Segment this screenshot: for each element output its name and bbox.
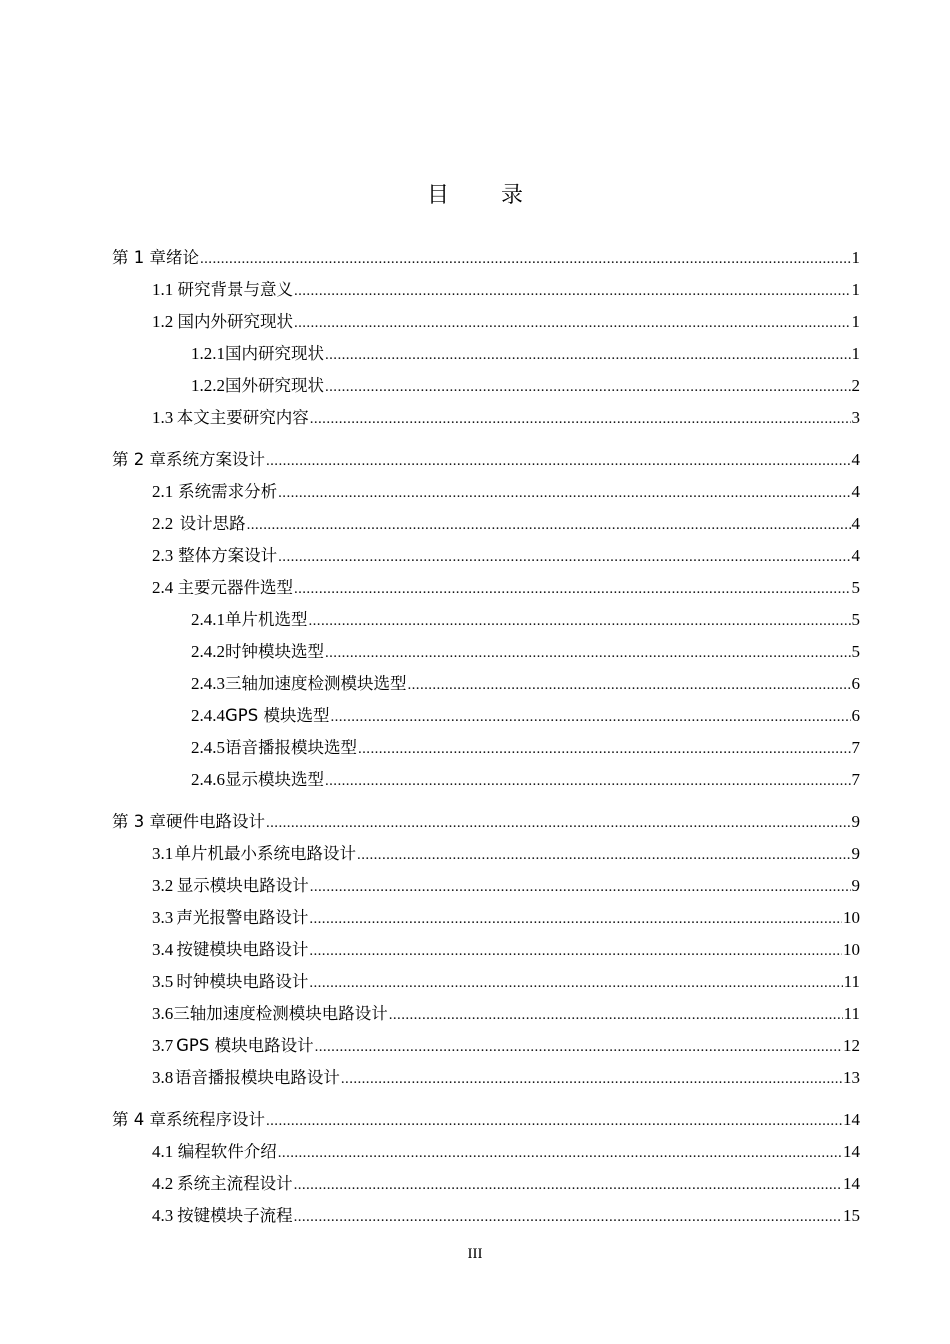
toc-entry-label: 研究背景与意义 <box>177 280 293 299</box>
page-title <box>0 178 950 209</box>
toc-entry-number: 2.1 <box>152 482 174 501</box>
toc-entry-label: 系统方案设计 <box>166 450 265 469</box>
toc-dot-leader <box>247 509 851 541</box>
toc-dot-leader <box>278 1137 842 1169</box>
toc-entry-label: 硬件电路设计 <box>166 812 265 831</box>
toc-entry-label: 语音播报模块电路设计 <box>174 1068 340 1087</box>
toc-entry-label: 国外研究现状 <box>225 376 324 395</box>
toc-entry-page: 7 <box>851 738 860 757</box>
toc-entry-page: 14 <box>843 1174 860 1193</box>
toc-entry-label: 国内研究现状 <box>225 344 324 363</box>
page-number: III <box>467 1246 483 1262</box>
toc-entry-label: 系统需求分析 <box>178 482 278 501</box>
title-char-left: 目 <box>426 183 449 208</box>
toc-entry-number: 4.1 <box>152 1142 174 1161</box>
toc-entry-label: 显示模块电路设计 <box>176 876 309 895</box>
toc-entry-label: 整体方案设计 <box>178 546 278 565</box>
toc-dot-leader <box>266 445 851 477</box>
toc-entry-number: 2.3 <box>152 546 174 565</box>
toc-dot-leader <box>358 733 851 765</box>
toc-entry-page: 12 <box>843 1036 860 1055</box>
toc-dot-leader <box>266 807 851 839</box>
toc-entry[interactable] <box>112 806 860 838</box>
toc-entry-number: 4.2 <box>152 1174 174 1193</box>
title-char-right: 录 <box>501 183 524 208</box>
toc-entry-number: 2.2 <box>152 514 174 533</box>
toc-entry[interactable] <box>112 1062 860 1094</box>
toc-entry-number: 1.2.2 <box>191 376 225 395</box>
toc-entry-label: 按键模块子流程 <box>177 1206 293 1225</box>
toc-entry[interactable] <box>112 1136 860 1168</box>
toc-entry-label: 主要元器件选型 <box>177 578 293 597</box>
toc-dot-leader <box>341 1063 842 1095</box>
toc-dot-leader <box>309 605 851 637</box>
toc-entry-label: 系统程序设计 <box>166 1110 265 1129</box>
table-of-contents <box>112 242 860 1232</box>
toc-entry-label: GPS 模块电路设计 <box>176 1036 314 1055</box>
toc-entry-number: 1.1 <box>152 280 174 299</box>
toc-entry-number: 3.3 <box>152 908 174 927</box>
toc-entry[interactable] <box>112 402 860 434</box>
toc-entry-page: 1 <box>851 280 860 299</box>
toc-entry[interactable] <box>112 966 860 998</box>
toc-entry[interactable] <box>112 732 860 764</box>
toc-entry-page: 1 <box>851 344 860 363</box>
toc-entry-number: 2.4.4 <box>191 706 225 725</box>
toc-entry-number: 2.4.2 <box>191 642 225 661</box>
toc-entry-number: 3.5 <box>152 972 174 991</box>
toc-entry-page: 1 <box>851 248 860 267</box>
toc-entry-page: 2 <box>851 376 860 395</box>
toc-dot-leader <box>310 403 851 435</box>
toc-entry-page: 15 <box>843 1206 860 1225</box>
toc-entry-label: 系统主流程设计 <box>177 1174 293 1193</box>
toc-entry[interactable] <box>112 668 860 700</box>
toc-dot-leader <box>315 1031 842 1063</box>
toc-entry-page: 4 <box>851 546 860 565</box>
toc-entry-label: 单片机最小系统电路设计 <box>174 844 357 863</box>
toc-entry-number: 3.4 <box>152 940 174 959</box>
toc-dot-leader <box>309 935 842 967</box>
toc-entry-page: 13 <box>843 1068 860 1087</box>
toc-entry-page: 14 <box>843 1142 860 1161</box>
toc-entry-page: 4 <box>851 482 860 501</box>
toc-entry[interactable] <box>112 242 860 274</box>
toc-entry-page: 10 <box>843 908 860 927</box>
toc-entry-page: 11 <box>843 1004 860 1023</box>
toc-entry[interactable] <box>112 540 860 572</box>
toc-entry-number: 3.1 <box>152 844 174 863</box>
toc-dot-leader <box>325 765 851 797</box>
toc-entry-number: 3.6 <box>152 1004 174 1023</box>
toc-entry[interactable] <box>112 870 860 902</box>
toc-entry[interactable] <box>112 1030 860 1062</box>
toc-entry-number: 4.3 <box>152 1206 174 1225</box>
toc-entry-page: 10 <box>843 940 860 959</box>
toc-dot-leader <box>294 573 851 605</box>
toc-entry[interactable] <box>112 838 860 870</box>
toc-entry-page: 4 <box>851 450 860 469</box>
toc-entry[interactable] <box>112 636 860 668</box>
toc-entry[interactable] <box>112 306 860 338</box>
toc-entry-label: 本文主要研究内容 <box>176 408 309 427</box>
toc-entry-number: 2.4 <box>152 578 174 597</box>
toc-entry-page: 6 <box>851 674 860 693</box>
toc-entry-label: 声光报警电路设计 <box>176 908 309 927</box>
toc-entry[interactable] <box>112 274 860 306</box>
toc-dot-leader <box>325 339 851 371</box>
toc-entry[interactable] <box>112 902 860 934</box>
toc-entry[interactable] <box>112 508 860 540</box>
toc-entry-label: 显示模块选型 <box>225 770 324 789</box>
toc-entry-number: 1.3 <box>152 408 174 427</box>
toc-entry-label: 三轴加速度检测模块电路设计 <box>173 1004 388 1023</box>
toc-dot-leader <box>408 669 851 701</box>
toc-entry[interactable] <box>112 604 860 636</box>
toc-entry-number: 第 4 章 <box>112 1110 166 1129</box>
toc-entry-page: 7 <box>851 770 860 789</box>
toc-entry-page: 6 <box>851 706 860 725</box>
toc-entry[interactable] <box>112 934 860 966</box>
toc-entry-page: 1 <box>851 312 860 331</box>
toc-entry-number: 第 1 章 <box>112 248 166 267</box>
toc-entry-page: 9 <box>851 844 860 863</box>
toc-entry-number: 3.7 <box>152 1036 174 1055</box>
toc-entry-label: 设计思路 <box>179 514 246 533</box>
toc-dot-leader <box>330 701 850 733</box>
toc-entry-page: 5 <box>851 642 860 661</box>
toc-entry-number: 第 2 章 <box>112 450 166 469</box>
toc-dot-leader <box>389 999 843 1031</box>
toc-dot-leader <box>294 307 851 339</box>
toc-entry-number: 2.4.6 <box>191 770 225 789</box>
toc-entry[interactable] <box>112 998 860 1030</box>
toc-entry-number: 3.8 <box>152 1068 174 1087</box>
toc-entry-number: 2.4.5 <box>191 738 225 757</box>
toc-entry-page: 5 <box>851 578 860 597</box>
toc-entry[interactable] <box>112 1168 860 1200</box>
toc-entry-label: 绪论 <box>166 248 199 267</box>
toc-entry-number: 第 3 章 <box>112 812 166 831</box>
toc-entry-number: 2.4.1 <box>191 610 225 629</box>
toc-dot-leader <box>294 275 851 307</box>
toc-entry-label: 时钟模块电路设计 <box>176 972 309 991</box>
toc-entry[interactable] <box>112 764 860 796</box>
toc-entry-number: 1.2 <box>152 312 174 331</box>
toc-entry-label: 单片机选型 <box>225 610 308 629</box>
toc-entry-page: 11 <box>843 972 860 991</box>
toc-entry[interactable] <box>112 476 860 508</box>
toc-entry-label: 编程软件介绍 <box>177 1142 277 1161</box>
toc-entry-page: 9 <box>851 812 860 831</box>
toc-dot-leader <box>309 967 842 999</box>
toc-dot-leader <box>278 541 850 573</box>
toc-entry-page: 14 <box>843 1110 860 1129</box>
toc-entry-label: 三轴加速度检测模块选型 <box>225 674 407 693</box>
toc-entry-label: 时钟模块选型 <box>225 642 324 661</box>
toc-entry-label: GPS 模块选型 <box>225 706 330 725</box>
toc-entry-page: 3 <box>851 408 860 427</box>
toc-entry-page: 9 <box>851 876 860 895</box>
toc-dot-leader <box>309 903 842 935</box>
toc-entry-label: 语音播报模块选型 <box>225 738 357 757</box>
toc-dot-leader <box>278 477 850 509</box>
toc-dot-leader <box>310 871 851 903</box>
toc-entry[interactable] <box>112 370 860 402</box>
toc-entry-page: 5 <box>851 610 860 629</box>
toc-dot-leader <box>294 1201 842 1233</box>
toc-entry-number: 3.2 <box>152 876 174 895</box>
toc-entry-label: 按键模块电路设计 <box>176 940 309 959</box>
toc-dot-leader <box>200 243 851 275</box>
toc-entry[interactable] <box>112 444 860 476</box>
toc-entry[interactable] <box>112 1200 860 1232</box>
toc-entry[interactable] <box>112 700 860 732</box>
toc-entry[interactable] <box>112 1104 860 1136</box>
toc-entry-number: 2.4.3 <box>191 674 225 693</box>
toc-entry-number: 1.2.1 <box>191 344 225 363</box>
toc-dot-leader <box>294 1169 842 1201</box>
toc-dot-leader <box>325 371 851 403</box>
toc-dot-leader <box>266 1105 842 1137</box>
toc-entry-label: 国内外研究现状 <box>177 312 293 331</box>
toc-dot-leader <box>357 839 850 871</box>
toc-entry[interactable] <box>112 572 860 604</box>
toc-dot-leader <box>325 637 851 669</box>
toc-entry[interactable] <box>112 338 860 370</box>
toc-entry-page: 4 <box>851 514 860 533</box>
